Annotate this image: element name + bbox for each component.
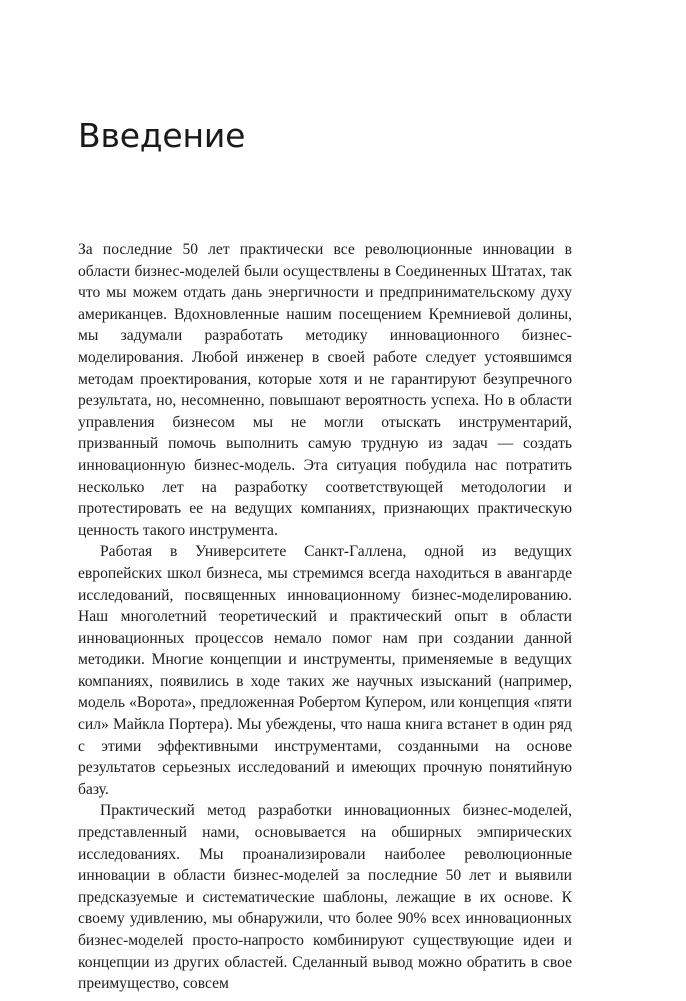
body-text <box>78 239 572 995</box>
chapter-title: Введение <box>78 116 246 155</box>
paragraph: Практический метод разработки инновационных бизнес-моделей, представленный нами, основывается на обширных эмпирических исследованиях. Мы проанализировали наиболее революционные инновации в области бизнес-моделей за последние 50 лет и выявили предсказуемые и систематические шаблоны, лежащие в их основе. К своему удивлению, мы обнаружили, что более 90% всех инновационных бизнес-моделей просто-напросто комбинируют существующие идеи и концепции из других областей. Сделанный вывод можно обратить в свое преимущество, совсем <box>78 802 572 993</box>
paragraph: Работая в Университете Санкт-Галлена, одной из ведущих европейских школ бизнеса, мы стремимся всегда находиться в авангарде исследований, посвященных инновационному бизнес-моделированию. Наш многолетний теоретический и практический опыт в области инновационных процессов немало помог нам при создании данной методики. Многие концепции и инструменты, применяемые в ведущих компаниях, появились в ходе таких же научных изысканий (например, модель «Ворота», предложенная Робертом Купером, или концепция «пяти сил» Майкла Портера). Мы убеждены, что наша книга встанет в один ряд с этими эффективными инструментами, созданными на основе результатов серьезных исследований и имеющих прочную понятийную базу. <box>78 543 572 798</box>
paragraph: За последние 50 лет практически все революционные инновации в области бизнес-моделей были осуществлены в Соединенных Штатах, так что мы можем отдать дань энергичности и предпринимательскому духу американцев. Вдохновленные нашим посещением Кремниевой долины, мы задумали разработать методику инновационного бизнес-моделирования. Любой инженер в своей работе следует устоявшимся методам проектирования, которые хотя и не гарантируют безупречного результата, но, несомненно, повышают вероятность успеха. Но в области управления бизнесом мы не могли отыскать инструментарий, призванный помочь выполнить самую трудную из задач — создать инновационную бизнес-модель. Эта ситуация побудила нас потратить несколько лет на разработку соответствующей методологии и протестировать ее на ведущих компаниях, признающих практическую ценность такого инструмента. <box>78 241 572 539</box>
